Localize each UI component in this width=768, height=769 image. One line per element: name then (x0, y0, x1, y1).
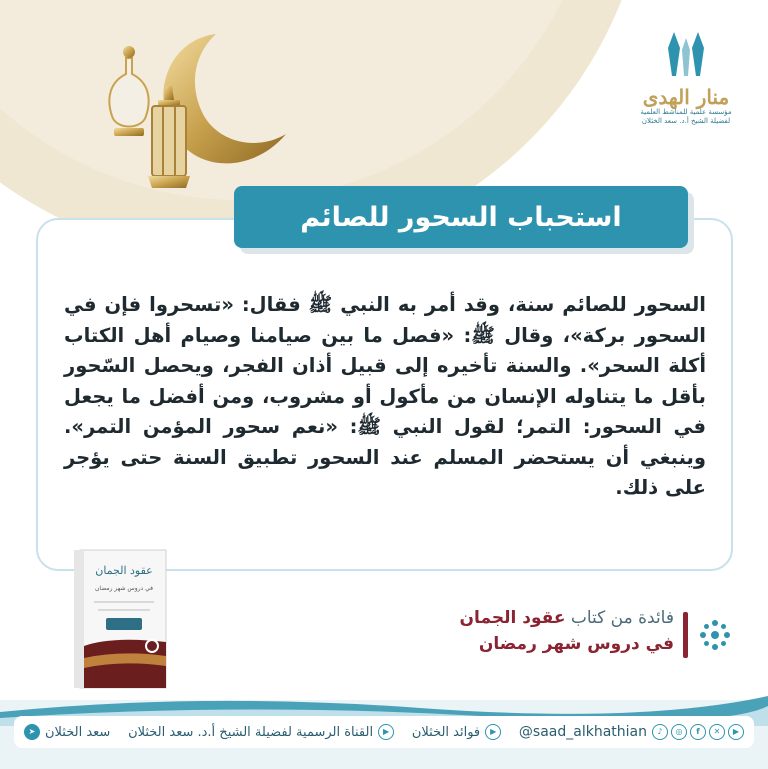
youtube-icon[interactable]: ▶ (485, 724, 501, 740)
logo-name: منار الهدى (642, 85, 730, 109)
footer-fawaid[interactable] (412, 724, 501, 740)
ramadan-decoration-icon (96, 30, 296, 200)
page-title: استحباب السحور للصائم (300, 201, 622, 233)
logo-subtitle-2: لفضيلة الشيخ أ.د. سعد الخثلان (641, 117, 731, 125)
fawaid-label: فوائد الخثلان (411, 724, 481, 740)
credit-book-name: عقود الجمان (459, 608, 566, 628)
ornament-icon (698, 618, 732, 652)
youtube-icon[interactable]: ▶ (728, 724, 744, 740)
credit-line-1 (460, 608, 674, 628)
source-credit (392, 606, 732, 668)
logo-subtitle: مؤسسة علمية للمناشط العلمية (640, 108, 732, 116)
footer-bar (14, 716, 754, 748)
footer-social (519, 724, 744, 740)
telegram-icon[interactable]: ➤ (24, 724, 40, 740)
title-bar (234, 186, 688, 248)
footer-telegram[interactable] (24, 724, 110, 740)
instagram-icon[interactable]: ◎ (671, 724, 687, 740)
book-cover-icon (72, 546, 170, 692)
credit-line-2: في دروس شهر رمضان (478, 634, 674, 654)
telegram-label: سعد الخثلان (45, 724, 111, 740)
book-cover-title: عقود الجمان (95, 564, 153, 577)
brand-logo (622, 28, 750, 128)
youtube-icon[interactable]: ▶ (378, 724, 394, 740)
tiktok-icon[interactable]: ♪ (652, 724, 668, 740)
body-text: السحور للصائم سنة، وقد أمر به النبي ﷺ فقال: «تسحروا فإن في السحور بركة»، وقال ﷺ: «فصل ما بين صيامنا وصيام أهل الكتاب أكلة السحر». والسنة تأخيره إلى قبيل أذان الفجر، ويحصل السّحور بأقل ما يتناوله الإنسان من مأكول أو مشروب، ومن أفضل ما يجعل في السحور: التمر؛ لقول النبي ﷺ: «نعم سحور المؤمن التمر». وينبغي أن يستحضر المسلم عند السحور تطبيق السنة حتى يؤجر على ذلك. (64, 293, 706, 499)
channel-label: القناة الرسمية لفضيلة الشيخ أ.د. سعد الخثلان (128, 724, 374, 740)
credit-prefix: فائدة من كتاب (570, 608, 674, 628)
book-cover-subtitle: في دروس شهر رمضان (94, 585, 154, 592)
facebook-icon[interactable]: f (690, 724, 706, 740)
footer-channel[interactable] (128, 724, 394, 740)
social-icons (652, 724, 744, 740)
social-handle[interactable]: @saad_alkhathian (518, 724, 647, 740)
credit-divider (683, 612, 688, 658)
x-icon[interactable]: ✕ (709, 724, 725, 740)
logo-minaret-icon (654, 28, 718, 86)
